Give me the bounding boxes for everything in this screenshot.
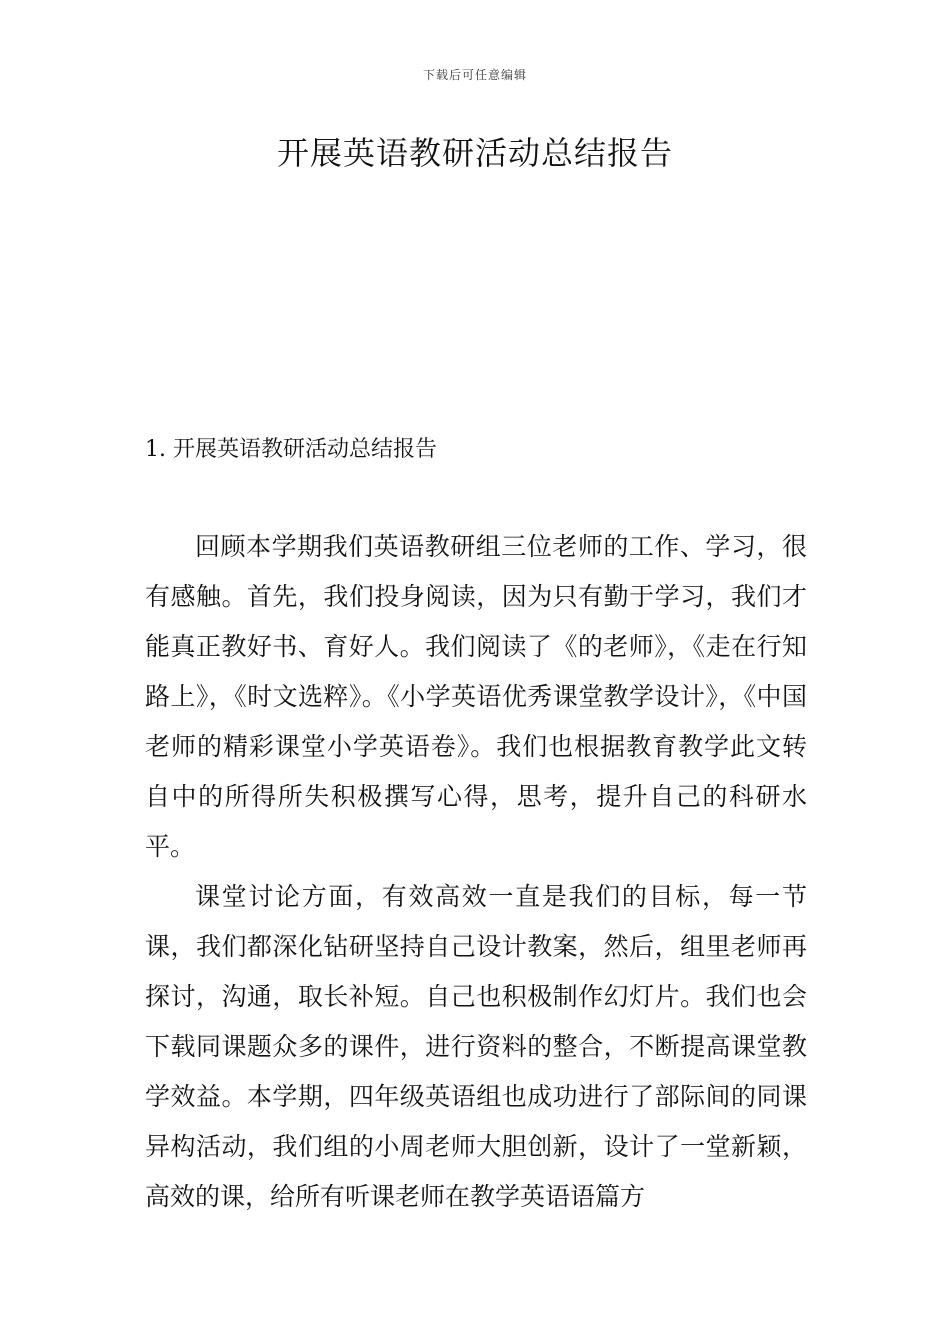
header-note: 下载后可任意编辑 <box>422 68 527 82</box>
document-title: 开展英语教研活动总结报告 <box>276 134 673 172</box>
paragraph-2: 课堂讨论方面，有效高效一直是我们的目标，每一节课，我们都深化钻研坚持自己设计教案，然后，组里老师再探讨，沟通，取长补短。自己也积极制作幻灯片。我们也会下载同课题众多的课件，进行资料的整合，不断提高课堂教学效益。本学期，四年级英语组也成功进行了部际间的同课异构活动，我们组的小周老师大胆创新，设计了一堂新颖，高效的课，给所有听课老师在教学英语语篇方 <box>145 882 807 1211</box>
document-body <box>145 522 807 1222</box>
paragraph-1: 回顾本学期我们英语教研组三位老师的工作、学习，很有感触。首先，我们投身阅读，因为只有勤于学习，我们才能真正教好书、育好人。我们阅读了《的老师》，《走在行知路上》，《时文选粹》。《小学英语优秀课堂教学设计》，《中国老师的精彩课堂小学英语卷》。我们也根据教育教学此文转自中的所得所失积极撰写心得，思考，提升自己的科研水平。 <box>145 532 807 861</box>
section-heading: 1. 开展英语教研活动总结报告 <box>145 437 437 462</box>
